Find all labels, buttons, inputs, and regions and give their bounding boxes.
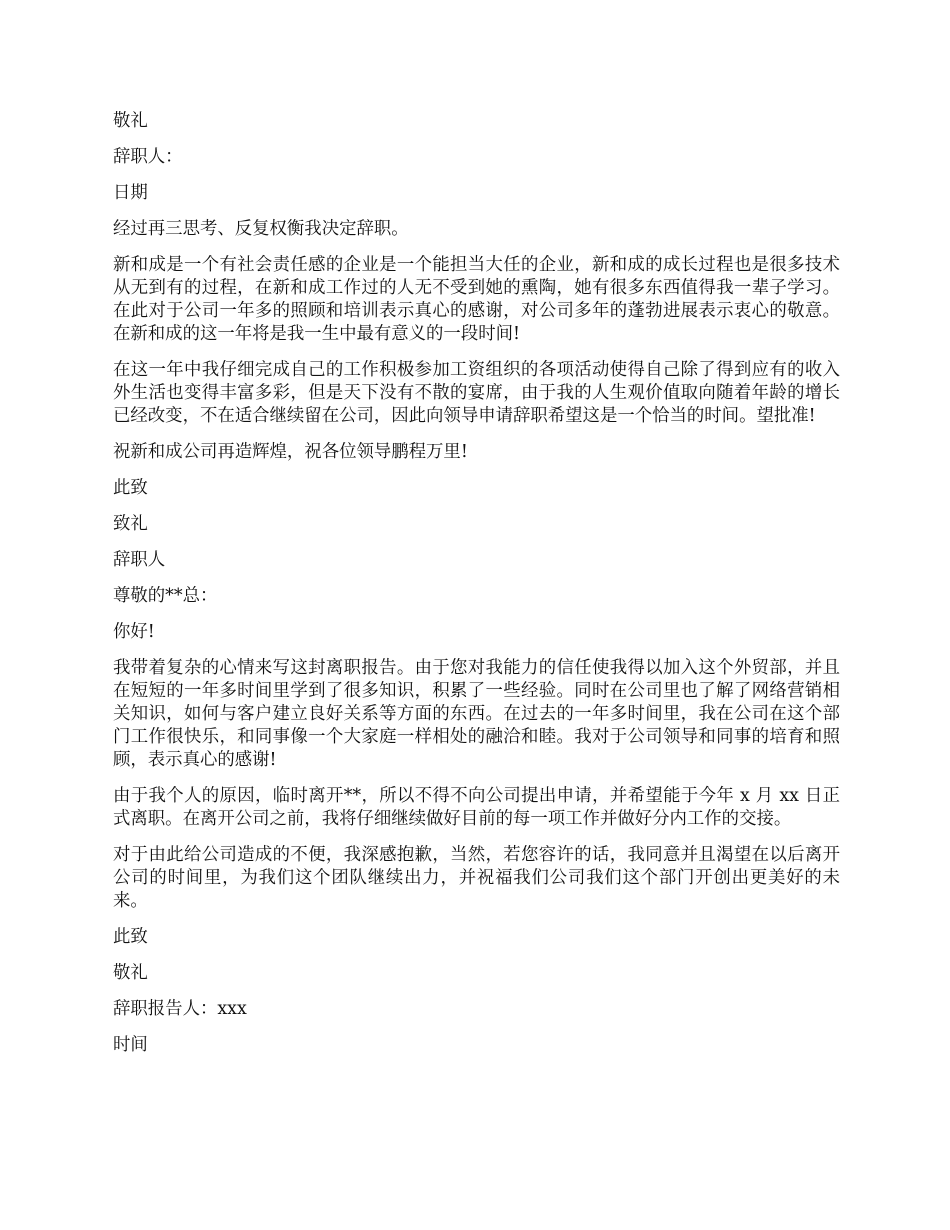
letter-greeting: 尊敬的**总： <box>113 586 218 606</box>
closing-salute: 敬礼 <box>113 111 148 131</box>
closing-salute: 敬礼 <box>113 963 148 983</box>
date-label: 时间 <box>113 1035 148 1055</box>
document-page <box>113 110 840 1070</box>
date-label: 日期 <box>113 183 148 203</box>
body-paragraph: 经过再三思考、反复权衡我决定辞职。 <box>113 219 409 239</box>
signature-label: 辞职人： <box>113 147 183 167</box>
body-paragraph: 对于由此给公司造成的不便，我深感抱歉，当然，若您容许的话，我同意并且渴望在以后离开公司的时间里，为我们这个团队继续出力，并祝福我们公司我们这个部门开创出更美好的未来。 <box>113 845 840 911</box>
closing-line: 此致 <box>113 478 148 498</box>
body-paragraph: 由于我个人的原因，临时离开**，所以不得不向公司提出申请，并希望能于今年 x 月 xx 日正式离职。在离开公司之前，我将仔细继续做好目前的每一项工作并做好分内工作的交接。 <box>113 786 840 829</box>
body-paragraph: 祝新和成公司再造辉煌，祝各位领导鹏程万里! <box>113 442 468 462</box>
signature-label: 辞职人 <box>113 550 166 570</box>
signature-label: 辞职报告人：xxx <box>113 999 247 1019</box>
body-paragraph: 新和成是一个有社会责任感的企业是一个能担当大任的企业，新和成的成长过程也是很多技术从无到有的过程，在新和成工作过的人无不受到她的熏陶，她有很多东西值得我一辈子学习。在此对于公司一年多的照顾和培训表示真心的感谢，对公司多年的蓬勃进展表示衷心的敬意。在新和成的这一年将是我一生中最有意义的一段时间! <box>113 255 840 344</box>
closing-line: 此致 <box>113 927 148 947</box>
letter-greeting: 你好! <box>113 622 155 642</box>
body-paragraph: 在这一年中我仔细完成自己的工作积极参加工资组织的各项活动使得自己除了得到应有的收入外生活也变得丰富多彩，但是天下没有不散的宴席，由于我的人生观价值取向随着年龄的增长已经改变，不在适合继续留在公司，因此向领导申请辞职希望这是一个恰当的时间。望批准! <box>113 360 840 426</box>
body-paragraph: 我带着复杂的心情来写这封离职报告。由于您对我能力的信任使我得以加入这个外贸部，并且在短短的一年多时间里学到了很多知识，积累了一些经验。同时在公司里也了解了网络营销相关知识，如何与客户建立良好关系等方面的东西。在过去的一年多时间里，我在公司在这个部门工作很快乐，和同事像一个大家庭一样相处的融洽和睦。我对于公司领导和同事的培育和照顾，表示真心的感谢! <box>113 658 840 770</box>
closing-salute: 致礼 <box>113 514 148 534</box>
